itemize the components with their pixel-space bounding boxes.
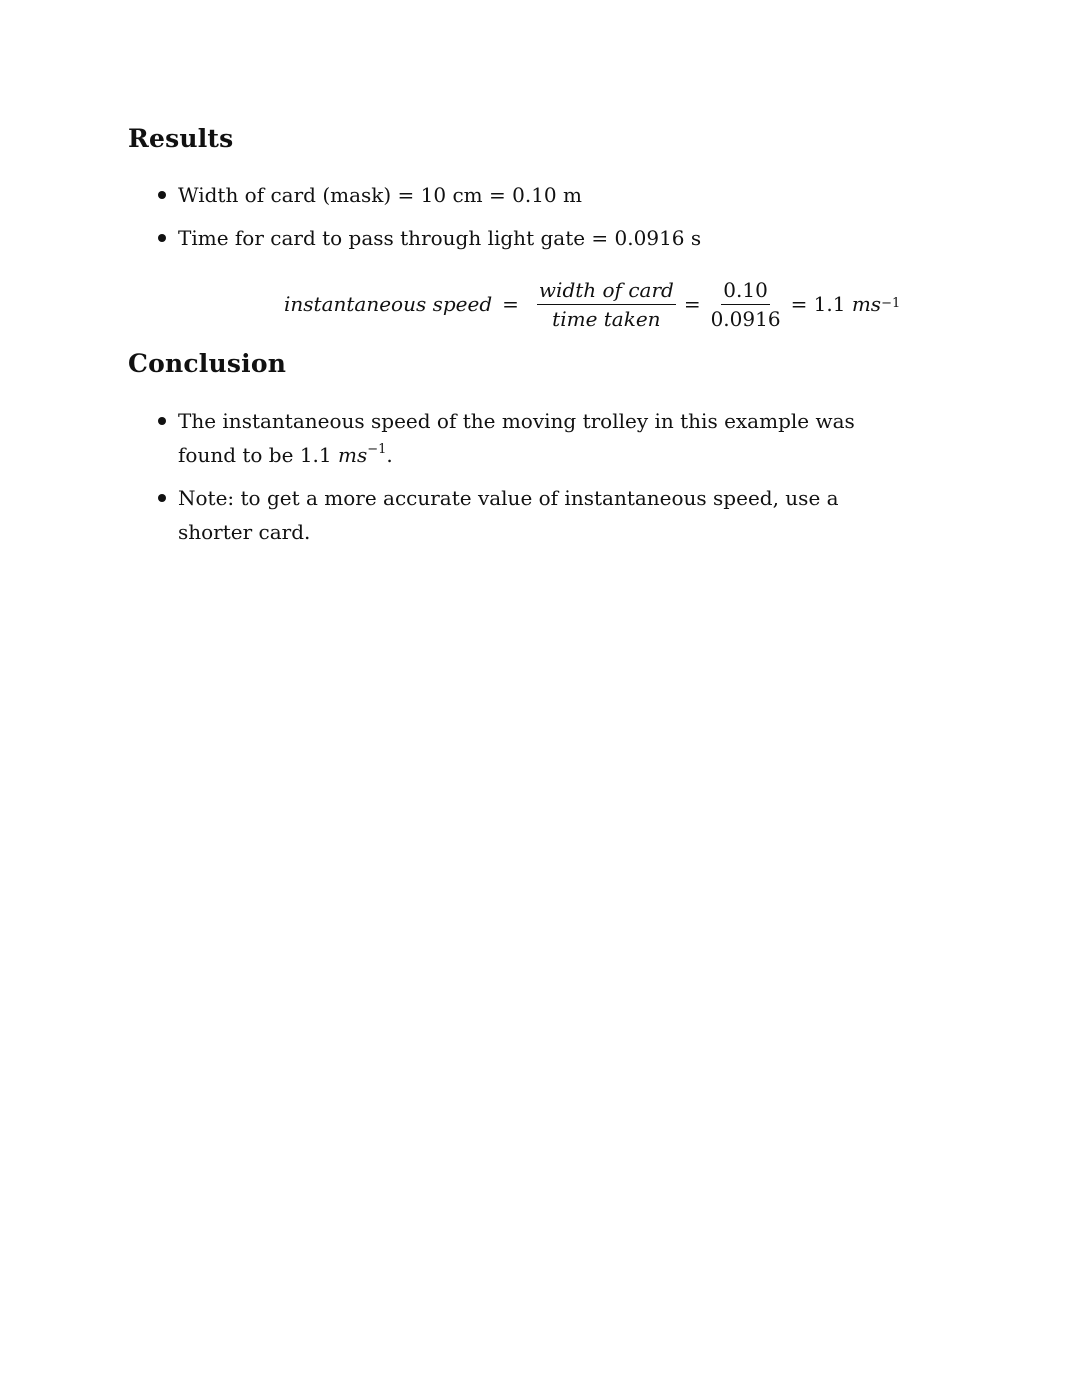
speed-equation: instantaneous speed = $\frac{\text{width of card}}{\text{time taken}}$ = $\frac{0.10}{0.0916}$ = 1.1 ms −1	[284, 277, 901, 331]
bullet-icon	[158, 234, 166, 242]
conclusion-text: The instantaneous speed of the moving trolley in this example was found to be	[178, 409, 855, 467]
speed-unit: ms	[337, 443, 368, 467]
results-heading: Results	[128, 124, 234, 153]
equation-unit: ms	[851, 292, 882, 316]
list-item	[158, 481, 898, 549]
list-item	[158, 178, 898, 212]
fraction-numeric	[709, 278, 783, 331]
equals-sign: =	[502, 292, 519, 316]
list-item	[158, 221, 898, 255]
fraction-numerator: width of card	[537, 278, 676, 305]
fraction-denominator: time taken	[552, 306, 661, 331]
fraction-numerator: 0.10	[721, 278, 770, 305]
conclusion-heading: Conclusion	[128, 349, 287, 378]
period: .	[386, 443, 393, 467]
equation-result: = 1.1	[790, 292, 846, 316]
bullet-icon	[158, 494, 166, 502]
bullet-text: Width of card (mask) = 10 cm = 0.10 m	[178, 183, 582, 207]
bullet-text: Note: to get a more accurate value of instantaneous speed, use a shorter card.	[178, 486, 839, 544]
bullet-text	[178, 404, 898, 472]
speed-value: 1.1	[299, 443, 332, 467]
fraction-denominator: 0.0916	[710, 306, 781, 331]
equation-lhs: instantaneous speed	[284, 292, 493, 316]
fraction-symbolic	[537, 278, 676, 331]
list-item	[158, 404, 898, 472]
bullet-icon	[158, 191, 166, 199]
equals-sign: =	[683, 292, 701, 316]
bullet-icon	[158, 417, 166, 425]
speed-unit-exponent: −1	[367, 442, 387, 457]
bullet-text: Time for card to pass through light gate = 0.0916 s	[178, 226, 702, 250]
